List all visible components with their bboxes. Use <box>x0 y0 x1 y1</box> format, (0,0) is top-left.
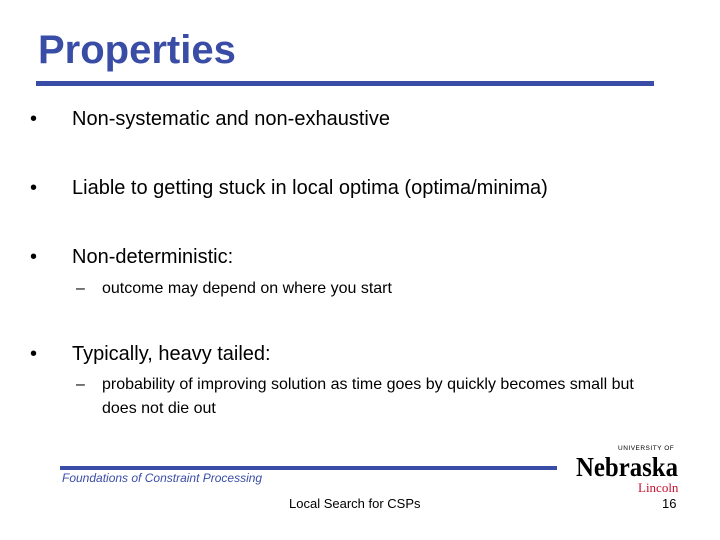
sub-bullet-glyph: – <box>76 280 85 297</box>
sub-bullet-text: probability of improving solution as time goes by quickly becomes small but does not die out <box>102 376 634 417</box>
bullet-glyph: • <box>30 246 38 268</box>
logo-campus: Lincoln <box>638 480 679 495</box>
bullet-glyph: • <box>30 343 38 365</box>
footer-topic: Local Search for CSPs <box>289 496 421 511</box>
logo-name: Nebraska <box>576 452 679 482</box>
sub-bullet-glyph: – <box>76 376 85 393</box>
bullet-glyph: • <box>30 177 38 199</box>
sub-bullet-item <box>76 373 636 421</box>
title-underline <box>36 81 654 86</box>
bullet-item <box>28 107 390 131</box>
logo-university-line: UNIVERSITY OF <box>618 445 675 452</box>
bullet-item <box>28 176 548 200</box>
slide-title: Properties <box>38 28 236 72</box>
university-logo <box>574 440 682 496</box>
sub-bullet-item <box>76 277 636 301</box>
bullet-text: Liable to getting stuck in local optima (optima/minima) <box>72 177 548 199</box>
bullet-item <box>28 342 271 366</box>
footer-course-name: Foundations of Constraint Processing <box>62 471 263 485</box>
footer-rule <box>60 466 557 470</box>
bullet-item <box>28 245 233 269</box>
bullet-text: Non-deterministic: <box>72 246 234 268</box>
sub-bullet-text: outcome may depend on where you start <box>102 280 392 297</box>
page-number: 16 <box>662 496 677 511</box>
bullet-glyph: • <box>30 108 38 130</box>
bullet-text: Non-systematic and non-exhaustive <box>72 108 390 130</box>
bullet-text: Typically, heavy tailed: <box>72 343 271 365</box>
